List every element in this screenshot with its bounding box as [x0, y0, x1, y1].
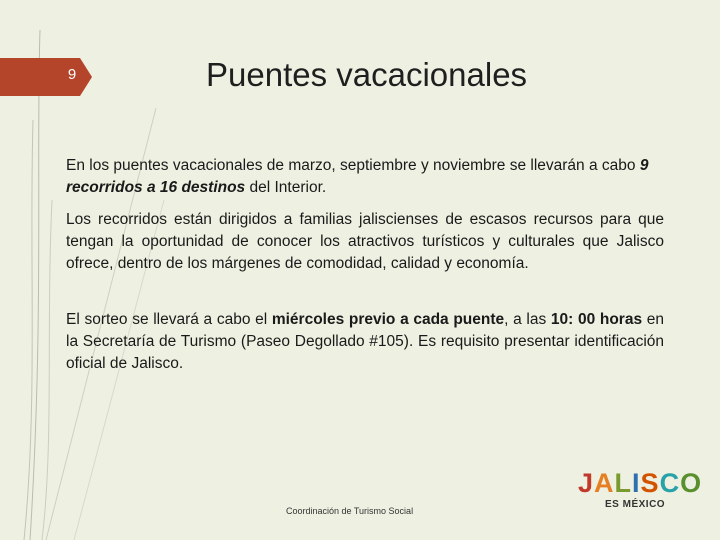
- logo-letter-j: J: [578, 468, 595, 498]
- highlight-time: 10: 00 horas: [550, 311, 643, 328]
- paragraph-raffle-text-end: en la Secretaría de Turismo (Paseo Degollado #105). Es requisito presentar identificación oficial de Jalisco.: [66, 311, 664, 372]
- slide-number: 9: [67, 66, 77, 83]
- logo-letter-l: L: [614, 468, 633, 498]
- logo-letter-s: S: [640, 468, 660, 498]
- slide-title: Puentes vacacionales: [206, 56, 528, 93]
- paragraph-schedule-text-end: del Interior.: [245, 179, 327, 196]
- paragraph-schedule: [66, 155, 664, 199]
- paragraph-raffle: [66, 309, 664, 375]
- logo-letter-i: I: [632, 468, 641, 498]
- highlight-routes: 9 recorridos a 16 destinos: [66, 157, 649, 196]
- paragraph-schedule-text: En los puentes vacacionales de marzo, septiembre y noviembre se llevarán a cabo: [66, 157, 640, 174]
- footer-text: Coordinación de Turismo Social: [286, 506, 414, 516]
- slide-body: [66, 155, 664, 375]
- jalisco-logo: [578, 468, 703, 512]
- paragraph-raffle-text: El sorteo se llevará a cabo el: [66, 311, 272, 328]
- logo-letter-c: C: [659, 468, 681, 498]
- logo-letter-a: A: [594, 468, 615, 498]
- paragraph-raffle-text-mid: , a las: [504, 311, 551, 328]
- curve-line-2: [24, 120, 33, 540]
- logo-wordmark: [578, 468, 702, 498]
- paragraph-target: Los recorridos están dirigidos a familias jaliscienses de escasos recursos para que tengan la oportunidad de conocer los atractivos turísticos y culturales que Jalisco ofrece, dentro de los márgenes de comodidad, calidad y economía.: [66, 211, 664, 272]
- curve-line-1: [30, 30, 40, 540]
- logo-letter-o: O: [680, 468, 703, 498]
- curve-line-3: [42, 200, 52, 540]
- highlight-day: miércoles previo a cada puente: [271, 311, 505, 328]
- logo-subtitle: ES MÉXICO: [605, 499, 666, 510]
